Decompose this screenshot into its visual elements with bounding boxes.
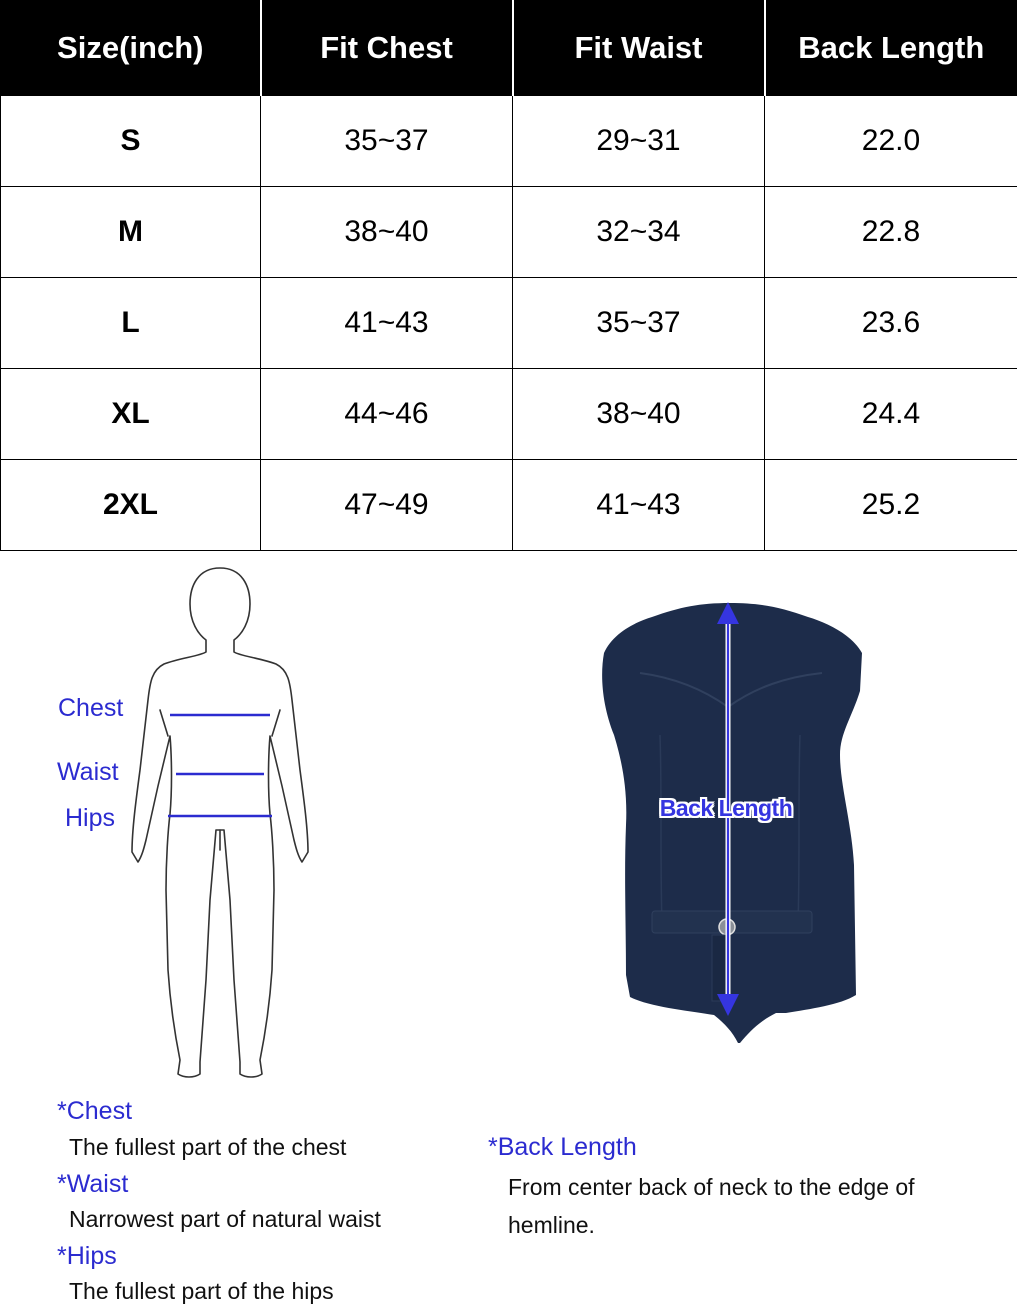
size-cell: XL <box>1 369 261 460</box>
header-size: Size(inch) <box>1 1 261 96</box>
back-length-cell: 22.0 <box>765 96 1017 187</box>
arm-contour-right <box>272 710 280 736</box>
waist-cell: 32~34 <box>513 187 765 278</box>
size-cell: L <box>1 278 261 369</box>
head-outline <box>132 568 308 1077</box>
header-fit-chest: Fit Chest <box>261 1 513 96</box>
chest-cell: 41~43 <box>261 278 513 369</box>
hips-label: Hips <box>65 804 116 832</box>
waist-definition-term: *Waist <box>57 1170 129 1198</box>
table-row <box>1 460 1017 551</box>
table-row <box>1 369 1017 460</box>
chest-label: Chest <box>58 694 124 722</box>
vest-body <box>602 603 862 1043</box>
hips-definition-text: The fullest part of the hips <box>69 1278 334 1304</box>
chest-cell: 47~49 <box>261 460 513 551</box>
size-cell: S <box>1 96 261 187</box>
chest-cell: 38~40 <box>261 187 513 278</box>
back-length-label: Back Length <box>659 795 793 821</box>
back-length-cell: 23.6 <box>765 278 1017 369</box>
hips-definition-term: *Hips <box>57 1242 117 1270</box>
size-cell: 2XL <box>1 460 261 551</box>
size-chart-table <box>0 0 1017 551</box>
back-length-definition-text: From center back of neck to the edge of hemline. <box>508 1174 915 1238</box>
waist-cell: 29~31 <box>513 96 765 187</box>
chest-cell: 35~37 <box>261 96 513 187</box>
table-row <box>1 187 1017 278</box>
back-length-definition-term: *Back Length <box>488 1133 637 1161</box>
chest-cell: 44~46 <box>261 369 513 460</box>
waist-definition-text: Narrowest part of natural waist <box>69 1206 381 1232</box>
size-cell: M <box>1 187 261 278</box>
waist-cell: 38~40 <box>513 369 765 460</box>
table-row <box>1 278 1017 369</box>
chest-definition-text: The fullest part of the chest <box>69 1134 347 1160</box>
arm-contour-left <box>160 710 168 736</box>
table-header-row <box>1 1 1017 96</box>
body-outline-illustration <box>120 560 320 1085</box>
waist-cell: 35~37 <box>513 278 765 369</box>
back-length-cell: 22.8 <box>765 187 1017 278</box>
table-row <box>1 96 1017 187</box>
header-fit-waist: Fit Waist <box>513 1 765 96</box>
header-back-length: Back Length <box>765 1 1017 96</box>
back-length-cell: 24.4 <box>765 369 1017 460</box>
waist-cell: 41~43 <box>513 460 765 551</box>
back-length-cell: 25.2 <box>765 460 1017 551</box>
chest-definition-term: *Chest <box>57 1097 133 1125</box>
waist-label: Waist <box>57 758 119 786</box>
